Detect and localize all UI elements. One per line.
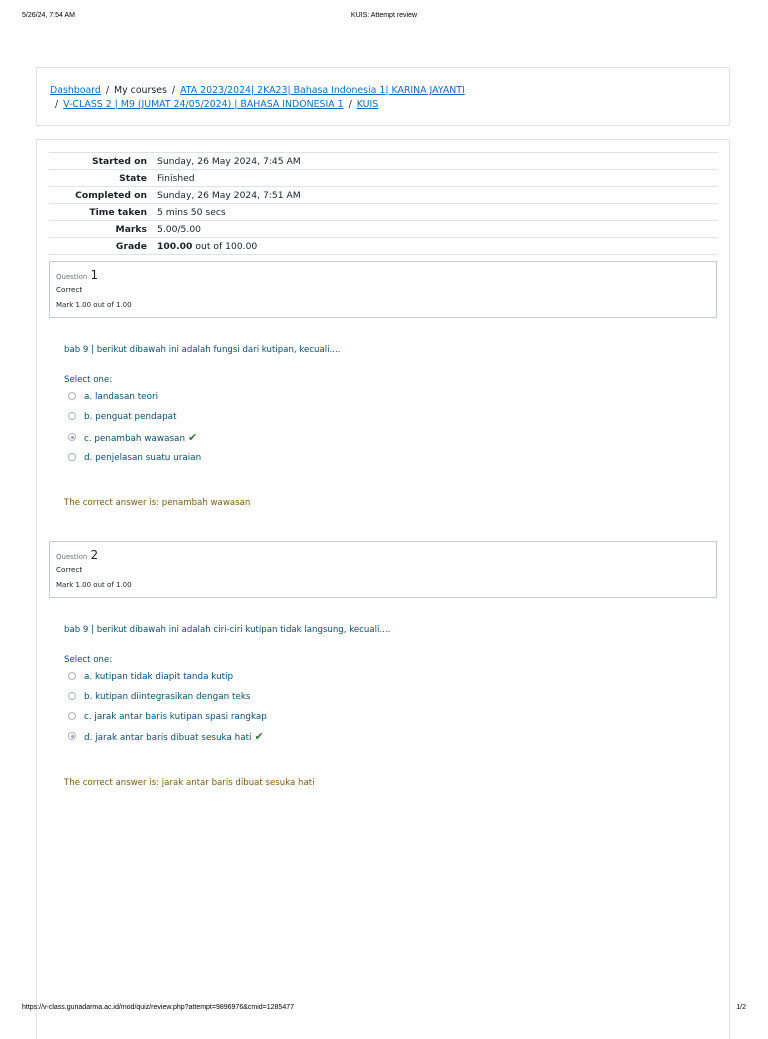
question-grade: Mark 1.00 out of 1.00: [56, 301, 132, 309]
answer-option-label: b. kutipan diintegrasikan dengan teks: [84, 692, 251, 702]
radio-icon[interactable]: [68, 672, 76, 680]
print-footer: [22, 1004, 746, 1014]
question-number-value: 1: [90, 268, 99, 282]
summary-row-time: [49, 204, 718, 221]
question-label: Question: [56, 273, 88, 281]
radio-icon[interactable]: [68, 732, 76, 740]
print-page-number: 1/2: [736, 1004, 746, 1011]
breadcrumb-my-courses: My courses: [114, 85, 167, 96]
state-label: State: [119, 172, 147, 184]
radio-icon[interactable]: [68, 712, 76, 720]
breadcrumb-separator: /: [171, 85, 176, 96]
select-one-prompt: Select one:: [64, 375, 113, 385]
breadcrumb-separator: /: [105, 85, 110, 96]
time-taken-value: 5 mins 50 secs: [157, 206, 226, 218]
print-title: KUIS: Attempt review: [350, 12, 418, 19]
radio-icon[interactable]: [68, 392, 76, 400]
marks-label: Marks: [115, 223, 147, 235]
check-icon: ✔: [254, 730, 264, 743]
answer-option-label: b. penguat pendapat: [84, 412, 177, 422]
state-value: Finished: [157, 172, 195, 184]
summary-row-grade: [49, 238, 718, 255]
completed-on-label: Completed on: [75, 189, 147, 201]
answer-option-label: [84, 730, 264, 745]
answer-option-label: a. landasan teori: [84, 392, 159, 402]
breadcrumb-course-link[interactable]: ATA 2023/2024| 2KA23| Bahasa Indonesia 1| KARINA JAYANTI: [180, 85, 465, 96]
question-state: Correct: [56, 285, 83, 294]
question-number-value: 2: [90, 548, 99, 562]
question-state: Correct: [56, 565, 83, 574]
breadcrumb-section-link[interactable]: V-CLASS 2 | M9 (JUMAT 24/05/2024) | BAHASA INDONESIA 1: [63, 99, 344, 110]
correct-answer-feedback: The correct answer is: penambah wawasan: [64, 498, 251, 508]
check-icon: ✔: [188, 431, 198, 444]
print-url: https://v-class.gunadarma.ac.id/mod/quiz/review.php?attempt=9896976&cmid=1285477: [22, 1004, 295, 1011]
question-text: bab 9 | berikut dibawah ini adalah fungsi dari kutipan, kecuali....: [64, 345, 341, 355]
breadcrumb-container: [36, 67, 730, 126]
correct-answer-feedback: The correct answer is: jarak antar baris dibuat sesuka hati: [64, 778, 315, 788]
attempt-summary-table: [49, 152, 718, 255]
question-info-box: [49, 541, 717, 598]
radio-icon[interactable]: [68, 692, 76, 700]
question-number: [56, 268, 98, 282]
grade-out-of: out of 100.00: [192, 240, 258, 252]
radio-icon[interactable]: [68, 433, 76, 441]
question-number: [56, 548, 98, 562]
answer-option-label: [84, 431, 197, 446]
print-header: [22, 12, 746, 22]
summary-row-started: [49, 153, 718, 170]
time-taken-label: Time taken: [89, 206, 147, 218]
radio-icon[interactable]: [68, 453, 76, 461]
completed-on-value: Sunday, 26 May 2024, 7:51 AM: [157, 189, 301, 201]
question-text: bab 9 | berikut dibawah ini adalah ciri-ciri kutipan tidak langsung, kecuali....: [64, 625, 391, 635]
question-label: Question: [56, 553, 88, 561]
breadcrumb-dashboard-link[interactable]: Dashboard: [50, 85, 101, 96]
breadcrumb-activity-link[interactable]: KUIS: [356, 99, 379, 110]
answer-option-text: d. jarak antar baris dibuat sesuka hati: [84, 733, 252, 743]
marks-value: 5.00/5.00: [157, 223, 202, 235]
answer-option-label: a. kutipan tidak diapit tanda kutip: [84, 672, 234, 682]
grade-score: 100.00: [157, 240, 193, 252]
started-on-value: Sunday, 26 May 2024, 7:45 AM: [157, 155, 301, 167]
question-grade: Mark 1.00 out of 1.00: [56, 581, 132, 589]
breadcrumb-separator: /: [55, 99, 59, 110]
started-on-label: Started on: [92, 155, 147, 167]
summary-row-marks: [49, 221, 718, 238]
grade-value: [157, 238, 718, 255]
answer-option-text: c. penambah wawasan: [84, 434, 186, 444]
print-datetime: 5/26/24, 7:54 AM: [22, 12, 75, 19]
radio-icon[interactable]: [68, 412, 76, 420]
answer-option-label: c. jarak antar baris kutipan spasi rangkap: [84, 712, 267, 722]
summary-row-state: [49, 170, 718, 187]
grade-label: Grade: [115, 240, 147, 252]
select-one-prompt: Select one:: [64, 655, 113, 665]
breadcrumb: [50, 84, 722, 112]
summary-row-completed: [49, 187, 718, 204]
breadcrumb-separator: /: [348, 99, 352, 110]
answer-option-label: d. penjelasan suatu uraian: [84, 453, 202, 463]
question-info-box: [49, 261, 717, 318]
